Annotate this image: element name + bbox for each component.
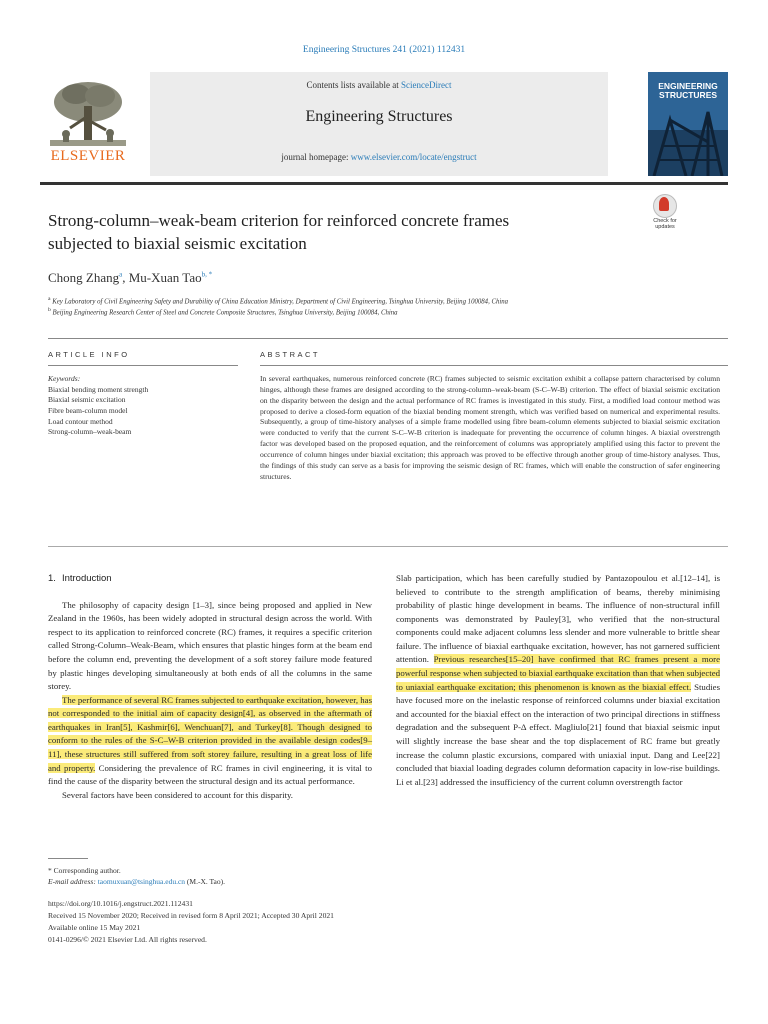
cover-title-line1: ENGINEERING bbox=[658, 81, 718, 91]
abstract-heading: ABSTRACT bbox=[260, 350, 321, 359]
keyword: Biaxial seismic excitation bbox=[48, 395, 126, 405]
journal-cover-image[interactable] bbox=[648, 72, 728, 176]
right-column bbox=[396, 572, 720, 789]
abstract-text: In several earthquakes, numerous reinforced concrete (RC) frames subjected to seismic excitation exhibit a collapse pattern characterised by column hinges, although these frames are designed according to the strong-column–weak-beam (S-C–W-B) criterion. The effect of biaxial seismic excitation on the disparity between the design and the actual performance of RC frames is investigated in this study. First, a modified load contour method was proposed to derive a closed-form equation of the biaxial bending moment strength, which was verified based on numerical and experimental results. Subsequently, a group of time-history analyses of a simple frame modelled using fibre beam-column elements subjected to biaxial seismic excitation were conducted to verify that the current S-C–W-B criterion is inadequate for preventing the occurrence of column hinges. A biaxial overstrength factor was developed based on the proposed equation, and the reinforcement of columns was appropriately amplified using this factor to prevent the occurrence of column hinges under biaxial excitation; this approach was proved to be effective through another group of time-history analyses. Thus, the findings of this study can serve as a basis for improving the seismic design of RC frames, which will enable the construction of safer engineering structures. bbox=[260, 374, 720, 481]
affiliation-text: Key Laboratory of Civil Engineering Safety and Durability of China Education Ministry, Department of Civil Engineering, Tsinghua University, Beijing 100084, China bbox=[52, 298, 509, 306]
keywords-label: Keywords: bbox=[48, 374, 81, 383]
sciencedirect-link[interactable]: ScienceDirect bbox=[401, 80, 452, 90]
check-updates-label bbox=[648, 218, 682, 230]
article-title bbox=[48, 210, 628, 256]
author-affiliation-marker[interactable]: a bbox=[119, 270, 123, 279]
affiliation-text: Beijing Engineering Research Center of Steel and Concrete Composite Structures, Tsinghua University, Beijing 100084, China bbox=[52, 309, 398, 317]
highlighted-text[interactable]: The performance of several RC frames subjected to earthquake excitation, however, has not corresponded to the initial aim of capacity design[4], as observed in the aftermath of earthquakes in Iran[5], Kashmir[6], Wenchuan[7], and Turkey[8]. Though designed to conform to the rules of the S-C–W-B criterion provided in the available design codes[9–11], these structures still suffered from soft storey failure, resulting in a great loss of life and property. bbox=[48, 694, 372, 773]
keyword: Biaxial bending moment strength bbox=[48, 384, 149, 394]
left-column bbox=[48, 572, 372, 802]
journal-name: Engineering Structures bbox=[305, 108, 453, 125]
keywords-block bbox=[48, 374, 238, 438]
corresponding-author-note: * Corresponding author. bbox=[48, 866, 121, 875]
journal-banner bbox=[40, 72, 728, 185]
contents-prefix: Contents lists available at bbox=[306, 80, 401, 90]
check-for-updates-button[interactable] bbox=[648, 194, 682, 234]
title-line2: subjected to biaxial seismic excitation bbox=[48, 233, 307, 253]
intro-paragraph-3: Several factors have been considered to account for this disparity. bbox=[62, 789, 293, 800]
elsevier-wordmark: ELSEVIER bbox=[50, 148, 126, 164]
homepage-link[interactable]: www.elsevier.com/locate/engstruct bbox=[350, 152, 477, 162]
paragraph-text: Slab participation, which has been carefully studied by Pantazopoulou et al.[12–14], is believed to contribute to the strength amplification of beams, thereby minimising probability of plastic hinge development in beams. The influence of non-structural infill components was demonstrated by Pauley[3], who verified that the non-structural components could make adjacent columns less slender and more vulnerable to brittle shear failure. The influence of biaxial earthquake excitation, however, has not garnered sufficient attention. bbox=[396, 573, 720, 665]
footnote-divider bbox=[48, 858, 88, 859]
affiliation-marker: a bbox=[48, 296, 51, 302]
email-suffix: (M.-X. Tao). bbox=[186, 877, 225, 887]
email-label: E-mail address: bbox=[48, 877, 96, 887]
footnotes bbox=[48, 865, 408, 888]
paragraph-text: Studies have focused more on the inelastic response of reinforced columns under biaxial excitation and accounted for the biaxial effect on the interaction of two principal directions in stiffness degradation and the subsequent P-Δ effect. Magliulo[21] found that biaxial seismic input will slightly increase the base shear and the top displacement of RC frame but greatly increase the column plastic excursions, compared with uniaxial input. Dang and Lee[22] concluded that biaxial loading degrades column deformation capacity in low-rise buildings. Li et al.[23] addressed the insufficiency of the current column overstrength factor bbox=[396, 681, 720, 787]
abstract-divider bbox=[260, 365, 728, 366]
received-dates: Received 15 November 2020; Received in revised form 8 April 2021; Accepted 30 April 2021 bbox=[48, 911, 334, 920]
affiliation-a bbox=[48, 296, 728, 307]
header-divider bbox=[48, 338, 728, 339]
check-updates-line1: Check for bbox=[653, 218, 677, 224]
contents-line bbox=[150, 80, 608, 90]
keyword: Load contour method bbox=[48, 416, 113, 426]
author-list: Chong Zhang$^a$, Mu-Xuan Tao$^{b, *}$ bbox=[48, 270, 213, 285]
keyword: Fibre beam-column model bbox=[48, 405, 128, 415]
journal-homepage-line bbox=[150, 152, 608, 162]
intro-paragraph-2 bbox=[48, 694, 372, 789]
email-line bbox=[48, 876, 408, 887]
doi-link[interactable]: https://doi.org/10.1016/j.engstruct.2021.112431 bbox=[48, 899, 193, 908]
paragraph-text: Considering the prevalence of RC frames in civil engineering, it is vital to find the cause of the disparity between the structural design and its actual performance. bbox=[48, 762, 372, 787]
keyword: Strong-column–weak-beam bbox=[48, 427, 132, 437]
abstract-bottom-divider bbox=[48, 546, 728, 547]
affiliation-marker: b bbox=[48, 307, 51, 313]
journal-reference[interactable]: Engineering Structures 241 (2021) 112431 bbox=[302, 45, 466, 55]
author-affiliation-marker[interactable]: b, * bbox=[201, 270, 213, 279]
article-info-heading: ARTICLE INFO bbox=[48, 350, 130, 359]
available-online: Available online 15 May 2021 bbox=[48, 923, 141, 932]
section-number: 1. bbox=[48, 573, 56, 584]
highlighted-text[interactable]: Previous researches[15–20] have confirmed that RC frames present a more powerful response when subjected to biaxial earthquake excitation than that when subjected to uniaxial earthquake excitation; this phenomenon is known as the biaxial effect. bbox=[396, 654, 720, 692]
section-title: Introduction bbox=[61, 573, 112, 584]
article-info-divider bbox=[48, 365, 238, 366]
title-line1: Strong-column–weak-beam criterion for reinforced concrete frames bbox=[48, 211, 510, 230]
copyright-line: 0141-0296/© 2021 Elsevier Ltd. All rights reserved. bbox=[48, 935, 207, 944]
check-updates-line2: updates bbox=[655, 224, 675, 231]
bookmark-icon bbox=[659, 197, 669, 211]
affiliation-b bbox=[48, 307, 728, 318]
section-heading-introduction bbox=[48, 572, 372, 587]
intro-paragraph-continued bbox=[396, 572, 720, 789]
journal-banner-center bbox=[150, 72, 608, 176]
homepage-prefix: journal homepage: bbox=[281, 152, 351, 162]
cover-title bbox=[648, 82, 728, 100]
intro-paragraph-1: The philosophy of capacity design [1–3], since being proposed and applied in New Zealand in the 1960s, has been widely adopted in structural design across the world. With respect to its application to reinforced concrete (RC) frames, it requires a specific criterion called Strong-Column–Weak-Beam, which ensures that plastic hinges form at the beam end before the column end, preventing the development of a soft storey failure mode featured by plastic hinges developing simultaneously at both ends of all the columns in the same storey. bbox=[48, 599, 372, 692]
author-name[interactable]: Chong Zhang bbox=[48, 270, 120, 285]
email-link[interactable]: taomuxuan@tsinghua.edu.cn bbox=[97, 877, 186, 887]
author-name[interactable]: Mu-Xuan Tao bbox=[128, 270, 202, 285]
cover-title-line2: STRUCTURES bbox=[658, 89, 718, 100]
